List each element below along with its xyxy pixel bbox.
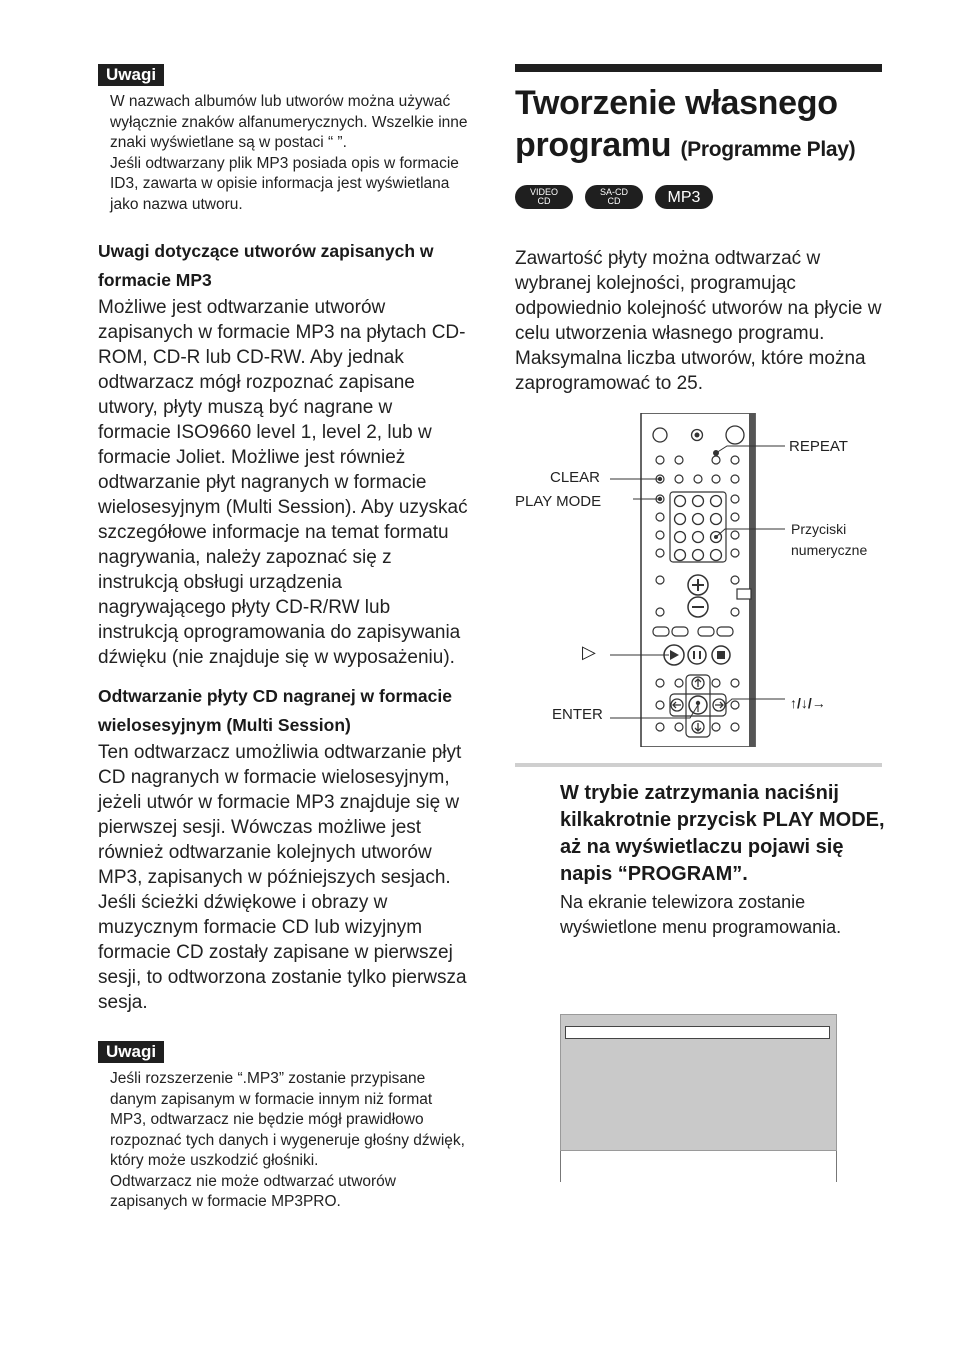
label-enter: ENTER xyxy=(552,706,603,723)
enter-dot xyxy=(696,701,700,705)
sacd-cd-icon: SA-CD CD xyxy=(585,185,643,209)
paragraph: Jeśli ścieżki dźwiękowe i obrazy w muzycznym formacie CD lub wizyjnym formacie CD zostały zapisane w pierwszej sesji, to odtworzona zostanie tylko pierwsza sesja. xyxy=(98,892,467,1013)
label-play: ▷ xyxy=(582,642,596,662)
tv-menu-bar xyxy=(565,1026,830,1039)
page-title xyxy=(515,82,882,171)
note-line: Jeśli odtwarzany plik MP3 posiada opis w formacie ID3, zawarta w opisie informacja jest wyświetlana jako nazwa utworu. xyxy=(110,154,459,213)
title-main: Tworzenie własnego programu xyxy=(515,84,838,164)
paragraph: Ten odtwarzacz umożliwia odtwarzanie płyt CD nagranych w formacie wielosesyjnym, jeżeli utwór w formacie MP3 znajduje się w pierwszej sesji. Wówczas możliwe jest również odtwarzanie kolejnych utworów MP3, zapisanych w późniejszych sesjach. xyxy=(98,742,462,888)
label-clear: CLEAR xyxy=(550,469,601,486)
remote-diagram xyxy=(515,413,882,747)
paragraph: Możliwe jest odtwarzanie utworów zapisanych w formacie MP3 na płytach CD-ROM, CD-R lub CD-RW. Aby jednak odtwarzacz mógł rozpoznać zapisane utwory, płyty muszą być nagrane w formacie ISO9660 level 1, level 2, lub w formacie Joliet. Możliwe jest również odtwarzanie płyt nagranych w formacie wielosesyjnym (Multi Session). Aby uzyskać szczegółowe informacje na temat formatu nagrywania, należy zapoznać się z instrukcją obsługi urządzenia nagrywającego płyty CD-R/RW lub instrukcją oprogramowania do zapisywania dźwięku (nie znajduje się w wyposażeniu). xyxy=(98,297,468,668)
label-repeat: REPEAT xyxy=(789,438,848,455)
note-line: Odtwarzacz nie może odtwarzać utworów zapisanych w formacie MP3PRO. xyxy=(110,1172,397,1210)
note-line: Jeśli rozszerzenie “.MP3” zostanie przypisane danym zapisanym w formacie innym niż format MP3, odtwarzacz nie będzie mógł prawidłowo rozpoznać tych danych i wygeneruje głośny dźwięk, który może uszkodzić głośniki. xyxy=(110,1070,465,1169)
note-box-1 xyxy=(98,64,470,215)
tv-screen-illustration xyxy=(560,1014,837,1182)
section-heading: Uwagi dotyczące utworów zapisanych w formacie MP3 xyxy=(98,241,434,290)
title-sub: (Programme Play) xyxy=(680,138,856,161)
power-button xyxy=(653,428,667,442)
side-switch xyxy=(737,589,751,599)
section-text xyxy=(98,295,470,670)
section-multisession xyxy=(98,682,470,1015)
eject-button xyxy=(726,426,744,444)
note-badge: Uwagi xyxy=(98,1041,164,1063)
note-box-2 xyxy=(98,1041,470,1213)
stop-icon xyxy=(717,651,725,659)
section-mp3 xyxy=(98,237,470,670)
top-button-dot xyxy=(695,433,700,438)
disc-type-icons xyxy=(515,185,882,209)
left-column xyxy=(98,64,470,1213)
section-text xyxy=(98,740,470,1015)
title-rule xyxy=(515,64,882,72)
remote-edge xyxy=(749,413,755,747)
pause-button xyxy=(688,646,706,664)
video-cd-icon: VIDEO CD xyxy=(515,185,573,209)
label-arrows: ↑/↓/→ xyxy=(790,695,826,711)
note-badge: Uwagi xyxy=(98,64,164,86)
step-separator xyxy=(515,763,882,767)
remote-illustration xyxy=(515,413,882,747)
label-numeric: Przyciski numeryczne xyxy=(791,521,868,558)
label-play-mode: PLAY MODE xyxy=(515,493,602,510)
tv-edge-right xyxy=(836,1151,837,1182)
intro-text: Zawartość płyty można odtwarzać w wybranej kolejności, programując odpowiednio kolejność utworów na płycie w celu utworzenia własnego programu. Maksymalna liczba utworów, które można zaprogramować to 25. xyxy=(515,248,882,394)
tv-edge-left xyxy=(560,1151,561,1182)
section-heading: Odtwarzanie płyty CD nagranej w formacie wielosesyjnym (Multi Session) xyxy=(98,686,452,735)
note-text xyxy=(110,1069,470,1213)
step-1 xyxy=(560,780,890,940)
note-line: W nazwach albumów lub utworów można używać wyłącznie znaków alfanumerycznych. Wszelkie inne znaki wyświetlane są w postaci “ ”. xyxy=(110,93,468,151)
note-text xyxy=(110,92,470,215)
mp3-icon: MP3 xyxy=(655,185,713,209)
right-column xyxy=(515,64,882,747)
step-body: Na ekranie telewizora zostanie wyświetlone menu programowania. xyxy=(560,892,842,937)
step-heading: W trybie zatrzymania naciśnij kilkakrotnie przycisk PLAY MODE, aż na wyświetlaczu pojawi się napis “PROGRAM”. xyxy=(560,782,885,885)
